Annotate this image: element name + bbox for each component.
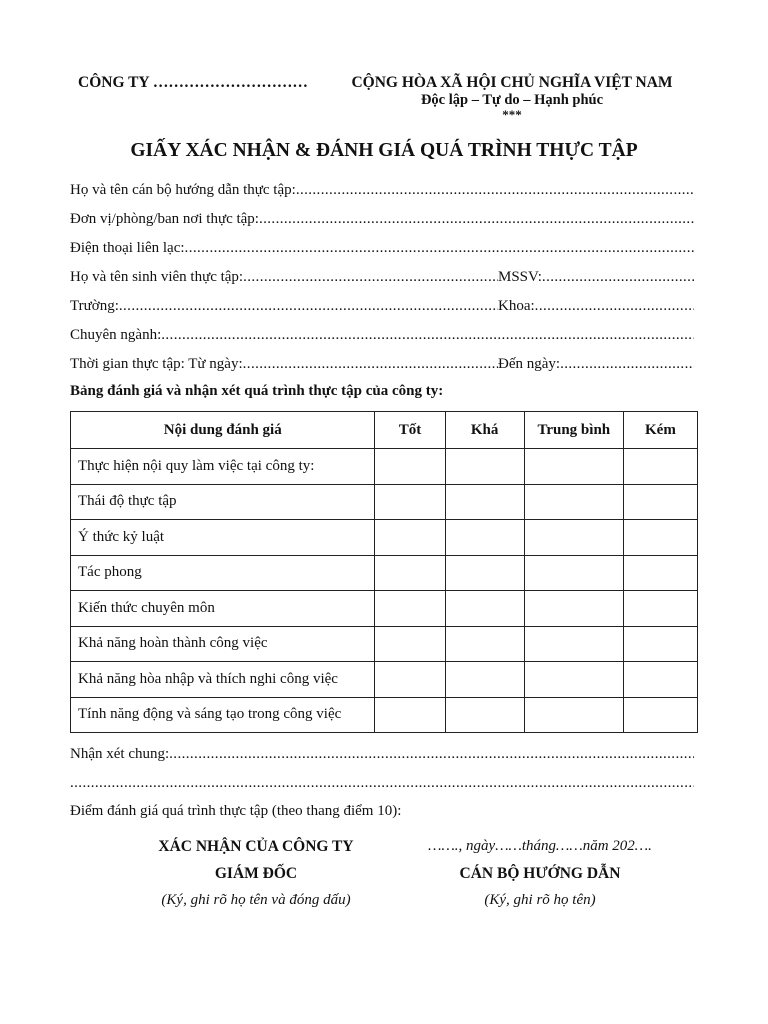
rating-cell-poor[interactable] (623, 591, 697, 627)
rating-cell-poor[interactable] (623, 484, 697, 520)
field-unit[interactable] (70, 211, 694, 240)
comment-line-2 (70, 775, 694, 804)
rating-cell-poor[interactable] (623, 555, 697, 591)
national-header (332, 74, 692, 121)
national-motto: Độc lập – Tự do – Hạnh phúc (420, 92, 604, 108)
field-period-row (70, 356, 694, 385)
field-label: Khoa: (498, 298, 535, 314)
fill-line (119, 298, 498, 315)
rating-cell-poor[interactable] (623, 626, 697, 662)
document-title: GIẤY XÁC NHẬN & ĐÁNH GIÁ QUÁ TRÌNH THỰC TẬP (130, 140, 638, 161)
table-row (71, 591, 698, 627)
field-label: Họ và tên cán bộ hướng dẫn thực tập: (70, 182, 296, 198)
rating-cell-fair[interactable] (445, 449, 524, 485)
rating-cell-fair[interactable] (445, 697, 524, 733)
rating-cell-average[interactable] (524, 626, 623, 662)
rating-cell-poor[interactable] (623, 697, 697, 733)
rating-cell-fair[interactable] (445, 662, 524, 698)
fill-line (296, 182, 694, 199)
director-sign-note: (Ký, ghi rõ họ tên và đóng dấu) (161, 892, 351, 908)
company-confirmation-title: XÁC NHẬN CỦA CÔNG TY (158, 838, 354, 855)
field-label: Điện thoại liên lạc: (70, 240, 185, 256)
rating-cell-average[interactable] (524, 662, 623, 698)
header-good: Tốt (375, 412, 445, 449)
rating-cell-good[interactable] (375, 520, 445, 556)
rating-cell-good[interactable] (375, 449, 445, 485)
criteria-cell: Khả năng hòa nhập và thích nghi công việc (71, 662, 375, 698)
field-label: Đơn vị/phòng/ban nơi thực tập: (70, 211, 259, 227)
comment-line-1 (70, 746, 694, 775)
fill-line (560, 356, 694, 373)
rating-cell-good[interactable] (375, 626, 445, 662)
nation-name: CỘNG HÒA XÃ HỘI CHỦ NGHĨA VIỆT NAM (351, 74, 673, 91)
supervisor-title: CÁN BỘ HƯỚNG DẪN (459, 865, 621, 882)
company-name: CÔNG TY ………………………… (78, 74, 308, 91)
fill-line (243, 356, 498, 373)
rating-cell-poor[interactable] (623, 662, 697, 698)
field-label: Đến ngày: (498, 356, 561, 372)
info-fields (70, 182, 694, 385)
table-row (71, 449, 698, 485)
rating-cell-average[interactable] (524, 555, 623, 591)
fill-line (169, 746, 694, 763)
comment-label: Nhận xét chung: (70, 746, 170, 762)
rating-cell-poor[interactable] (623, 520, 697, 556)
table-row (71, 697, 698, 733)
rating-cell-good[interactable] (375, 555, 445, 591)
rating-cell-average[interactable] (524, 449, 623, 485)
fill-line (542, 269, 694, 286)
company-signature-block (96, 838, 416, 909)
rating-cell-average[interactable] (524, 697, 623, 733)
criteria-cell: Thực hiện nội quy làm việc tại công ty: (71, 449, 375, 485)
rating-cell-fair[interactable] (445, 484, 524, 520)
table-row (71, 662, 698, 698)
criteria-cell: Tác phong (71, 555, 375, 591)
fill-line (259, 211, 694, 228)
field-student-name[interactable] (70, 269, 498, 286)
fill-line (185, 240, 694, 257)
fill-line (243, 269, 498, 286)
criteria-cell: Kiến thức chuyên môn (71, 591, 375, 627)
field-student-id[interactable] (498, 269, 694, 286)
rating-cell-fair[interactable] (445, 591, 524, 627)
rating-cell-good[interactable] (375, 591, 445, 627)
rating-cell-fair[interactable] (445, 520, 524, 556)
supervisor-sign-note: (Ký, ghi rõ họ tên) (484, 892, 596, 908)
field-student (70, 269, 694, 298)
header-fair: Khá (445, 412, 524, 449)
field-label: Họ và tên sinh viên thực tập: (70, 269, 244, 285)
rating-cell-good[interactable] (375, 662, 445, 698)
criteria-cell: Ý thức kỷ luật (71, 520, 375, 556)
rating-cell-average[interactable] (524, 484, 623, 520)
rating-cell-good[interactable] (375, 484, 445, 520)
criteria-cell: Thái độ thực tập (71, 484, 375, 520)
header-average: Trung bình (524, 412, 623, 449)
score-label: Điểm đánh giá quá trình thực tập (theo thang điểm 10): (70, 803, 402, 819)
supervisor-signature-block (390, 838, 690, 909)
field-label: Chuyên ngành: (70, 327, 162, 343)
field-from-date[interactable] (70, 356, 498, 373)
general-comment[interactable] (70, 746, 694, 804)
field-major[interactable] (70, 327, 694, 356)
field-supervisor[interactable] (70, 182, 694, 211)
table-row (71, 626, 698, 662)
rating-cell-average[interactable] (524, 520, 623, 556)
evaluation-table (70, 411, 698, 733)
field-school-row (70, 298, 694, 327)
field-to-date[interactable] (498, 356, 694, 373)
rating-cell-fair[interactable] (445, 626, 524, 662)
rating-cell-fair[interactable] (445, 555, 524, 591)
field-faculty[interactable] (498, 298, 694, 315)
director-title: GIÁM ĐỐC (214, 865, 298, 882)
table-row (71, 555, 698, 591)
rating-cell-good[interactable] (375, 697, 445, 733)
date-line: ……., ngày……tháng……năm 202…. (428, 838, 652, 854)
field-phone[interactable] (70, 240, 694, 269)
rating-cell-average[interactable] (524, 591, 623, 627)
header-stars: *** (502, 107, 522, 122)
header-poor: Kém (623, 412, 697, 449)
table-caption: Bảng đánh giá và nhận xét quá trình thực tập của công ty: (70, 383, 444, 399)
field-label: Trường: (70, 298, 119, 314)
table-row (71, 520, 698, 556)
field-label: MSSV: (498, 269, 542, 285)
field-school[interactable] (70, 298, 498, 315)
table-row (71, 484, 698, 520)
fill-line (161, 327, 694, 344)
header-criteria: Nội dung đánh giá (71, 412, 375, 449)
table-header-row (71, 412, 698, 449)
rating-cell-poor[interactable] (623, 449, 697, 485)
criteria-cell: Tính năng động và sáng tạo trong công việc (71, 697, 375, 733)
field-label: Thời gian thực tập: Từ ngày: (70, 356, 243, 372)
criteria-cell: Khả năng hoàn thành công việc (71, 626, 375, 662)
fill-line (535, 298, 694, 315)
